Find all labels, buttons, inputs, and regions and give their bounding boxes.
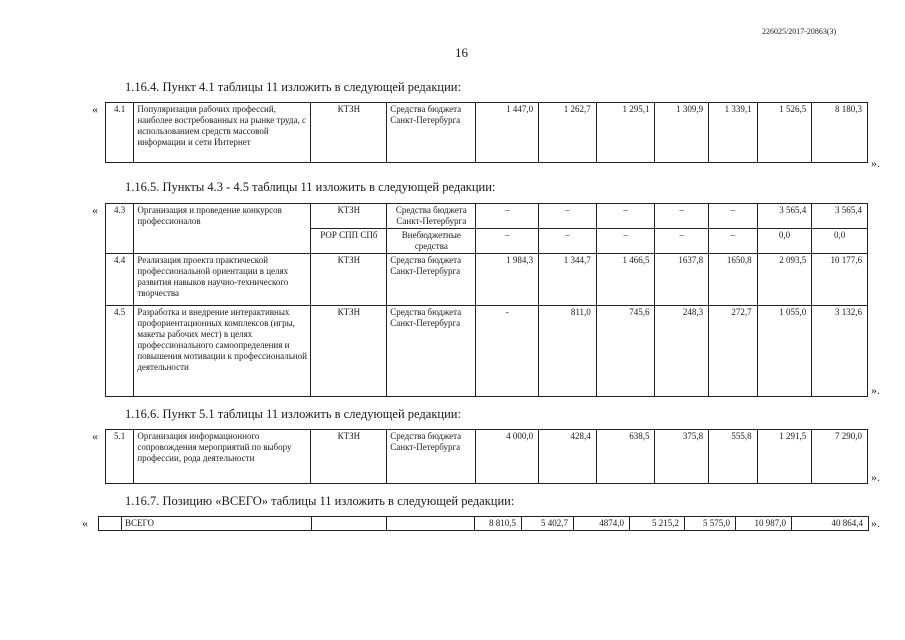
row-source: Средства бюджета Санкт-Петербурга [387,103,476,163]
open-quote: « [92,102,98,116]
value-cell: – [539,229,597,254]
row-source: Средства бюджета Санкт-Петербурга [387,204,476,229]
value-cell: 5 575,0 [685,517,736,531]
value-cell: – [709,229,758,254]
value-cell: 3 565,4 [812,204,868,229]
value-cell: – [539,204,597,229]
row-number: 4.3 [106,204,134,254]
value-cell: 5 402,7 [522,517,574,531]
value-cell: 7 290,0 [812,430,868,484]
value-cell: 4874,0 [574,517,630,531]
value-cell: 10 177,6 [812,254,868,306]
value-cell: 248,3 [655,306,709,397]
row-name: Реализация проекта практической профессиональной ориентации в целях развития навыков научно-технического творчества [134,254,311,306]
table-row [106,306,868,397]
value-cell: 5 215,2 [630,517,685,531]
row-source: Средства бюджета Санкт-Петербурга [387,254,476,306]
row-number: 4.4 [106,254,134,306]
table-row [106,430,868,484]
value-cell: 811,0 [539,306,597,397]
section-heading-1-16-4: 1.16.4. Пункт 4.1 таблицы 11 изложить в следующей редакции: [125,80,461,94]
value-cell: 1 262,7 [539,103,597,163]
table-4-1 [105,102,868,163]
close-quote: ». [871,516,880,530]
value-cell: 745,6 [596,306,655,397]
value-cell: 1 466,5 [596,254,655,306]
value-cell: 1 339,1 [709,103,758,163]
row-executor: РОР СПП СПб [311,229,387,254]
row-executor: КТЗН [311,103,387,163]
value-cell: 40 864,4 [792,517,869,531]
value-cell: 638,5 [596,430,655,484]
table-row [106,254,868,306]
value-cell: – [476,204,539,229]
table-row-total [99,517,869,531]
row-source: Средства бюджета Санкт-Петербурга [387,430,476,484]
row-executor: КТЗН [311,306,387,397]
open-quote: « [82,516,88,530]
value-cell: – [655,229,709,254]
value-cell: 0,0 [757,229,812,254]
value-cell: 375,8 [655,430,709,484]
value-cell: 1 291,5 [757,430,812,484]
value-cell: – [596,204,655,229]
value-cell: 10 987,0 [736,517,792,531]
value-cell: 428,4 [539,430,597,484]
value-cell: 1 984,3 [476,254,539,306]
value-cell: 1650,8 [709,254,758,306]
open-quote: « [92,429,98,443]
value-cell: 1 344,7 [539,254,597,306]
row-executor: КТЗН [311,430,387,484]
close-quote: ». [871,383,880,397]
section-heading-1-16-5: 1.16.5. Пункты 4.3 - 4.5 таблицы 11 изложить в следующей редакции: [125,180,496,194]
table-row [106,103,868,163]
row-executor: КТЗН [311,204,387,229]
row-number: 4.5 [106,306,134,397]
value-cell: – [596,229,655,254]
row-executor: КТЗН [311,254,387,306]
value-cell: 3 132,6 [812,306,868,397]
row-number: 4.1 [106,103,134,163]
value-cell: – [655,204,709,229]
value-cell: 8 180,3 [812,103,868,163]
close-quote: ». [871,156,880,170]
close-quote: ». [871,470,880,484]
value-cell: 0,0 [812,229,868,254]
table-5-1 [105,429,868,484]
row-source: Внебюджетные средства [387,229,476,254]
value-cell: 1 055,0 [757,306,812,397]
row-name: Организация и проведение конкурсов профессионалов [134,204,311,254]
value-cell: 1 526,5 [757,103,812,163]
row-number: 5.1 [106,430,134,484]
table-total [98,516,869,531]
row-name: Организация информационного сопровождения мероприятий по выбору профессии, рода деятельности [134,430,311,484]
empty-cell [312,517,387,531]
row-name: Популяризация рабочих профессий, наиболее востребованных на рынке труда, с использованием средств массовой информации и сети Интернет [134,103,311,163]
value-cell: 1 309,9 [655,103,709,163]
value-cell: – [709,204,758,229]
empty-cell [387,517,475,531]
table-row [106,204,868,229]
value-cell: 2 093,5 [757,254,812,306]
value-cell: 555,8 [709,430,758,484]
value-cell: 1637,8 [655,254,709,306]
value-cell: - [476,306,539,397]
empty-cell [99,517,122,531]
total-label: ВСЕГО [122,517,312,531]
value-cell: 3 565,4 [757,204,812,229]
section-heading-1-16-7: 1.16.7. Позицию «ВСЕГО» таблицы 11 изложить в следующей редакции: [125,494,515,508]
document-number: 226025/2017-20863(3) [762,27,837,36]
open-quote: « [92,203,98,217]
value-cell: 1 447,0 [476,103,539,163]
value-cell: 8 810,5 [475,517,522,531]
page-number: 16 [455,45,468,60]
value-cell: – [476,229,539,254]
row-source: Средства бюджета Санкт-Петербурга [387,306,476,397]
table-4-3-4-5 [105,203,868,397]
section-heading-1-16-6: 1.16.6. Пункт 5.1 таблицы 11 изложить в следующей редакции: [125,407,461,421]
value-cell: 4 000,0 [476,430,539,484]
value-cell: 272,7 [709,306,758,397]
row-name: Разработка и внедрение интерактивных профориентационных комплексов (игры, макеты рабочих мест) в целях профессионального самоопределения и повышения мотивации к профессиональной деятельности [134,306,311,397]
value-cell: 1 295,1 [596,103,655,163]
